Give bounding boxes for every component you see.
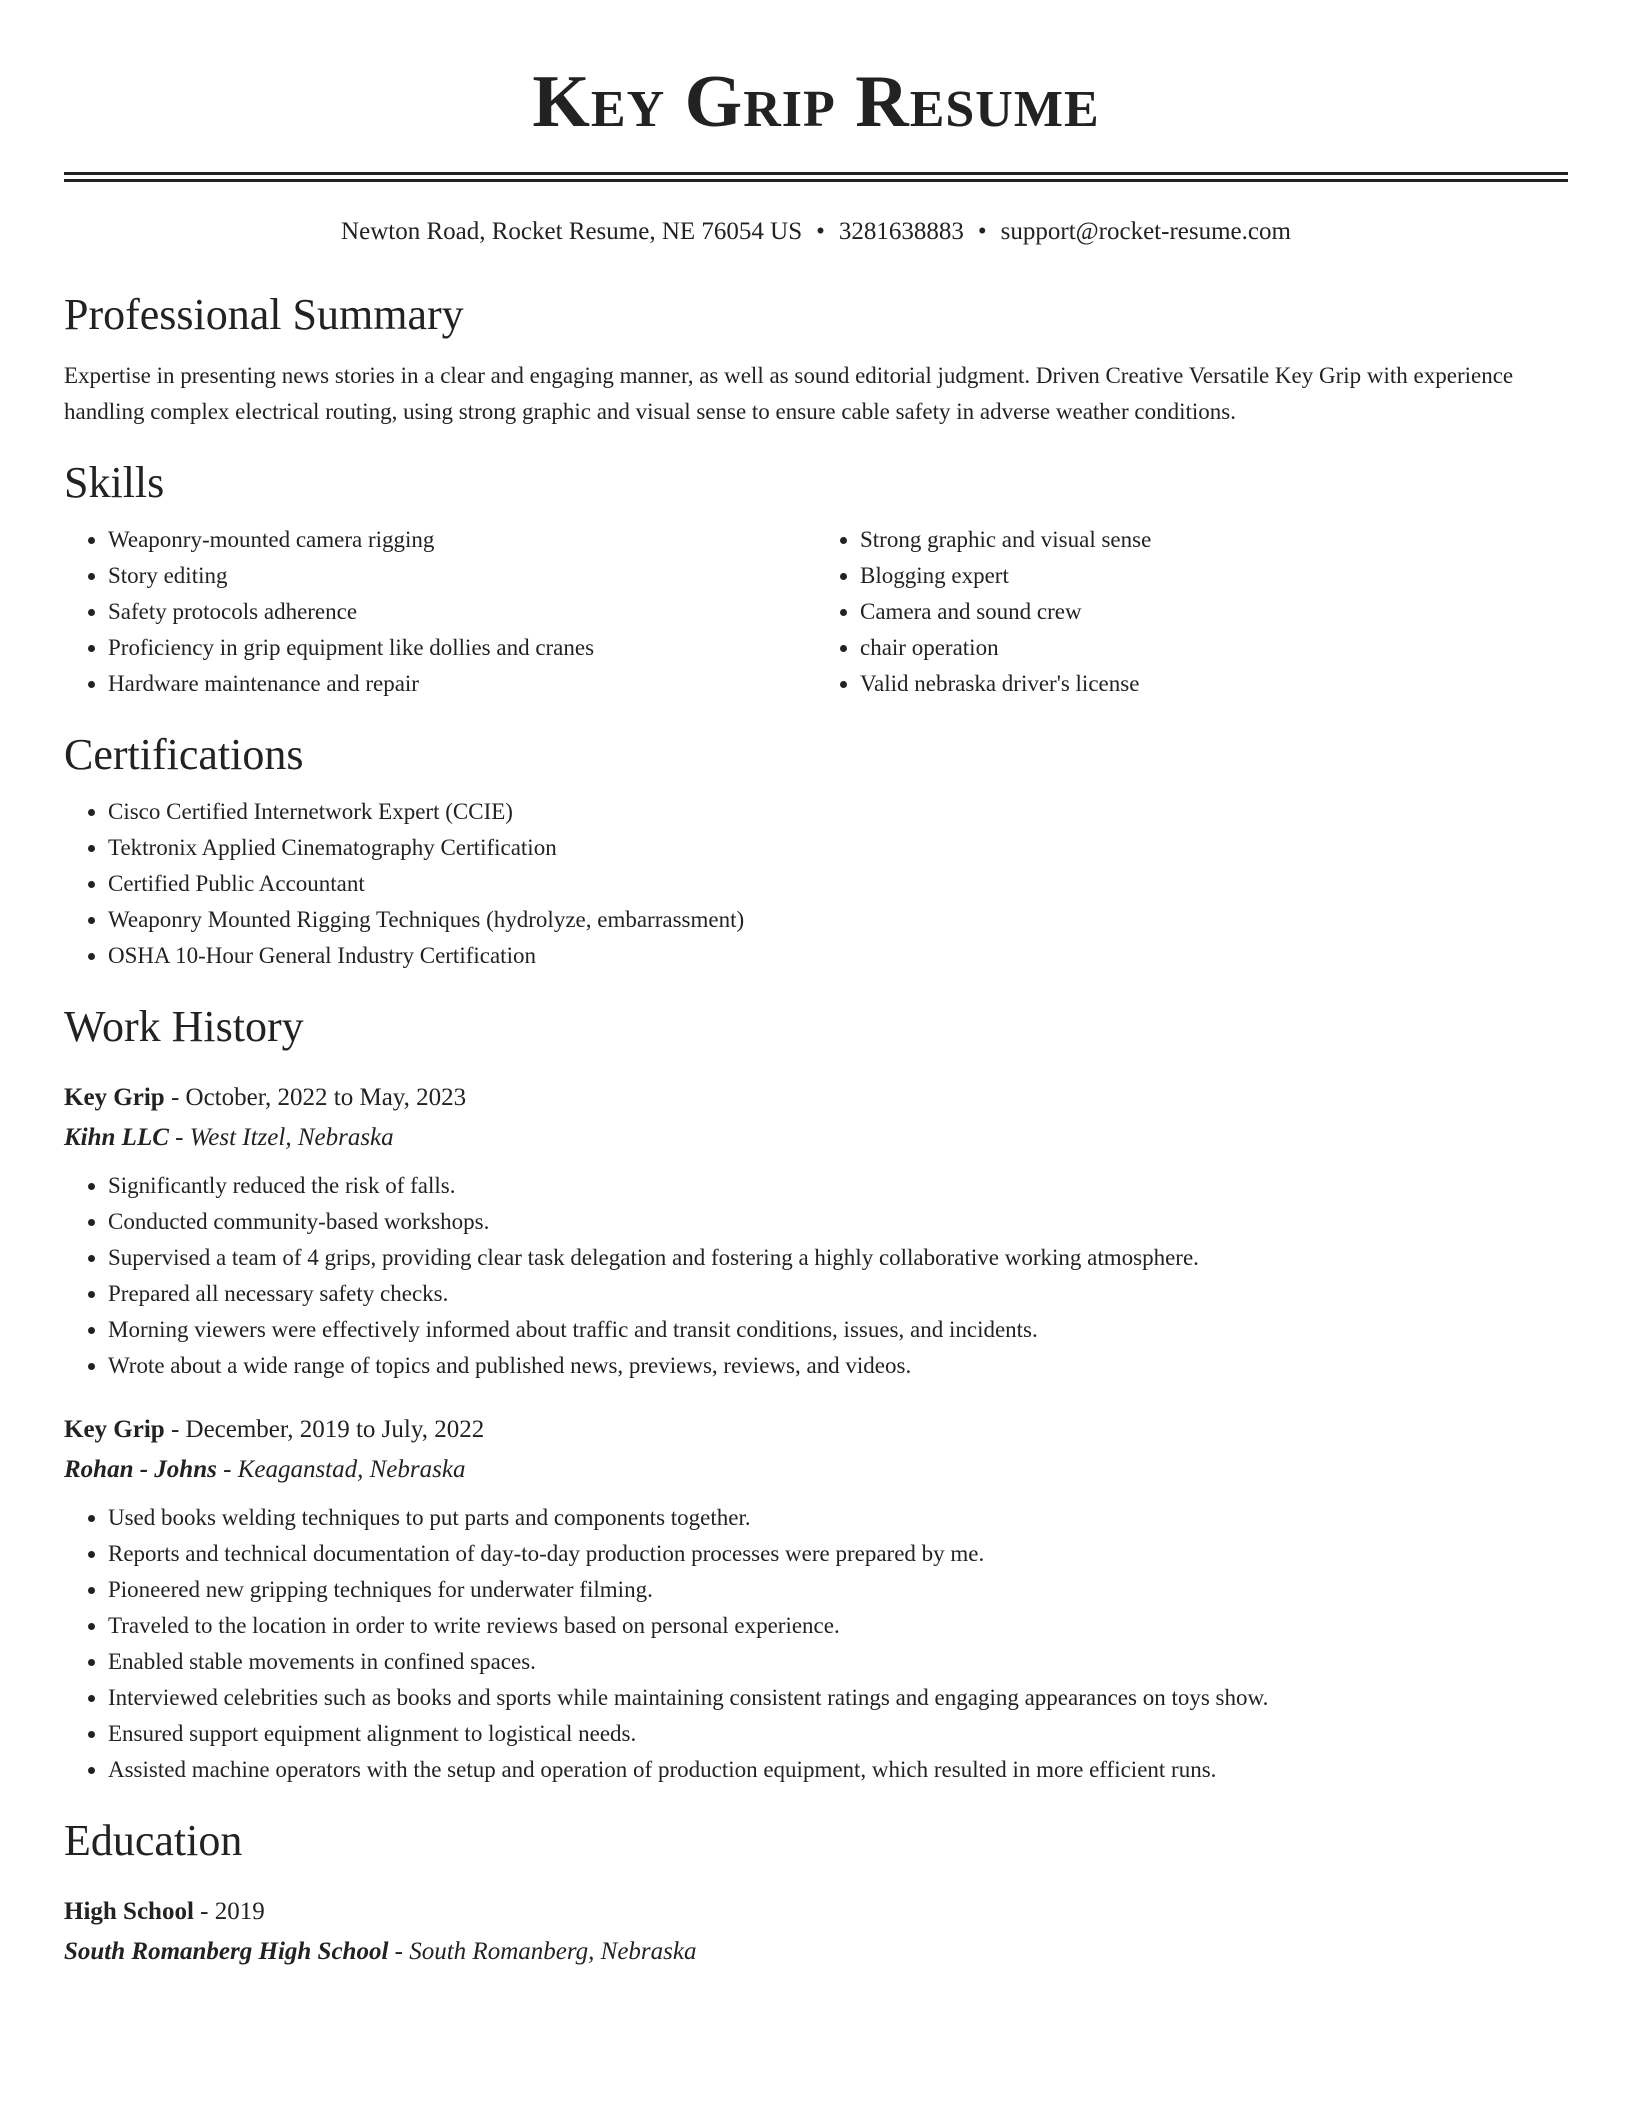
education-school: South Romanberg High School — [64, 1938, 389, 1965]
education-degree-line — [64, 1892, 1568, 1932]
job-location: - Keaganstad, Nebraska — [216, 1456, 466, 1483]
job-bullets — [64, 1500, 1568, 1788]
skill-item: • Hardware maintenance and repair — [108, 666, 816, 702]
certifications-list — [64, 794, 1568, 974]
job-company: Rohan - Johns — [64, 1456, 217, 1483]
job-company: Kihn LLC — [64, 1124, 169, 1151]
skill-item: • Blogging expert — [860, 558, 1568, 594]
job-company-line — [64, 1450, 1568, 1490]
work-history-heading: Work History — [64, 1002, 304, 1051]
skills-list-left — [64, 522, 816, 702]
summary-heading: Professional Summary — [64, 290, 464, 339]
job-entry — [64, 1078, 1568, 1384]
job-bullet: • Reports and technical documentation of day-to-day production processes were prepared by me. — [108, 1536, 1568, 1572]
job-title: Key Grip — [64, 1416, 165, 1443]
skill-item: • Safety protocols adherence — [108, 594, 816, 630]
skills-list-right — [816, 522, 1568, 702]
job-bullet: • Assisted machine operators with the setup and operation of production equipment, which resulted in more efficient runs. — [108, 1752, 1568, 1788]
certification-item: • OSHA 10-Hour General Industry Certification — [108, 938, 1568, 974]
certifications-heading: Certifications — [64, 730, 304, 779]
skills-grid — [64, 522, 1568, 702]
contact-separator: • — [816, 218, 825, 245]
job-bullet: • Significantly reduced the risk of falls. — [108, 1168, 1568, 1204]
job-dates: - December, 2019 to July, 2022 — [164, 1416, 485, 1443]
skill-item: • Strong graphic and visual sense — [860, 522, 1568, 558]
job-bullet: • Supervised a team of 4 grips, providing clear task delegation and fostering a highly collaborative working atmosphere. — [108, 1240, 1568, 1276]
education-year: - 2019 — [193, 1898, 265, 1925]
education-school-line — [64, 1932, 1568, 1972]
job-bullet: • Traveled to the location in order to write reviews based on personal experience. — [108, 1608, 1568, 1644]
title-double-rule — [64, 172, 1568, 182]
summary-text: Expertise in presenting news stories in a clear and engaging manner, as well as sound editorial judgment. Driven Creative Versatile Key Grip with experience handling complex electrical routing, using strong graphic and visual sense to ensure cable safety in adverse weather conditions. — [64, 363, 1514, 424]
job-bullets — [64, 1168, 1568, 1384]
education-heading: Education — [64, 1816, 243, 1865]
contact-email: support@rocket-resume.com — [1000, 218, 1291, 245]
skill-item: • Story editing — [108, 558, 816, 594]
job-dates: - October, 2022 to May, 2023 — [164, 1084, 467, 1111]
certification-item: • Tektronix Applied Cinematography Certification — [108, 830, 1568, 866]
certification-item: • Certified Public Accountant — [108, 866, 1568, 902]
job-bullet: • Conducted community-based workshops. — [108, 1204, 1568, 1240]
skills-heading: Skills — [64, 458, 165, 507]
job-bullet: • Used books welding techniques to put parts and components together. — [108, 1500, 1568, 1536]
job-location: - West Itzel, Nebraska — [168, 1124, 394, 1151]
contact-phone: 3281638883 — [838, 218, 964, 245]
job-bullet: • Interviewed celebrities such as books and sports while maintaining consistent ratings and engaging appearances on toys show. — [108, 1680, 1568, 1716]
job-bullet: • Wrote about a wide range of topics and published news, previews, reviews, and videos. — [108, 1348, 1568, 1384]
contact-separator: • — [977, 218, 987, 245]
certification-item: • Weaponry Mounted Rigging Techniques (hydrolyze, embarrassment) — [108, 902, 1568, 938]
job-bullet: • Morning viewers were effectively informed about traffic and transit conditions, issues, and incidents. — [108, 1312, 1568, 1348]
resume-title: Key Grip Resume — [532, 61, 1100, 143]
certification-item: • Cisco Certified Internetwork Expert (CCIE) — [108, 794, 1568, 830]
job-bullet: • Enabled stable movements in confined spaces. — [108, 1644, 1568, 1680]
job-bullet: • Ensured support equipment alignment to logistical needs. — [108, 1716, 1568, 1752]
skill-item: • Proficiency in grip equipment like dollies and cranes — [108, 630, 816, 666]
job-bullet: • Prepared all necessary safety checks. — [108, 1276, 1568, 1312]
job-company-line — [64, 1118, 1568, 1158]
contact-address: Newton Road, Rocket Resume, NE 76054 US — [341, 218, 803, 245]
job-bullet: • Pioneered new gripping techniques for underwater filming. — [108, 1572, 1568, 1608]
skill-item: • chair operation — [860, 630, 1568, 666]
contact-line — [64, 216, 1568, 248]
skill-item: • Weaponry-mounted camera rigging — [108, 522, 816, 558]
skill-item: • Camera and sound crew — [860, 594, 1568, 630]
job-title: Key Grip — [64, 1084, 165, 1111]
job-title-line — [64, 1078, 1568, 1118]
education-degree: High School — [64, 1898, 194, 1925]
job-entry — [64, 1410, 1568, 1788]
education-location: - South Romanberg, Nebraska — [388, 1938, 697, 1965]
skill-item: • Valid nebraska driver's license — [860, 666, 1568, 702]
job-title-line — [64, 1410, 1568, 1450]
